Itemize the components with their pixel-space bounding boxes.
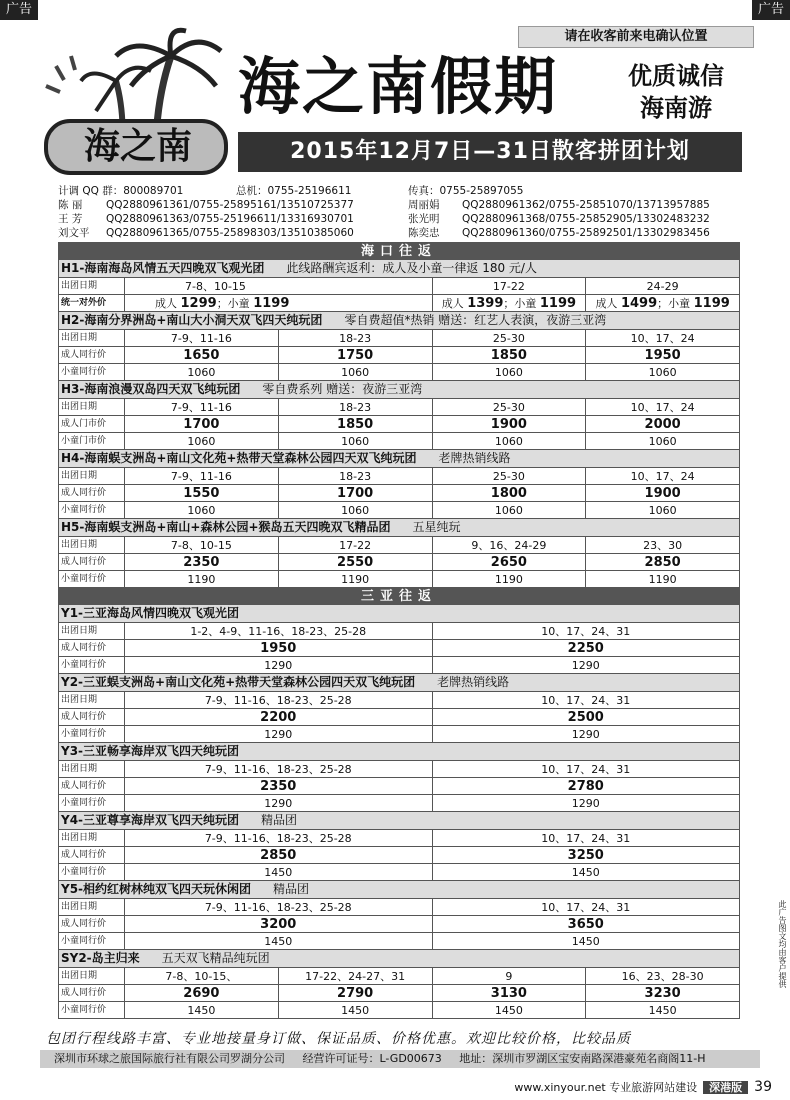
- cell-text: 成人同行价: [59, 554, 125, 571]
- cell-text: 17-22: [278, 537, 432, 554]
- table-row: [59, 623, 740, 640]
- cell-text: 成人同行价: [59, 709, 125, 726]
- table-row: [59, 657, 740, 674]
- slogan-line-2: 海南游: [640, 94, 712, 122]
- table-row: [59, 347, 740, 364]
- cell-text: 2650: [432, 554, 586, 571]
- contact-name: 陈 丽: [58, 199, 83, 211]
- table-row: [59, 502, 740, 519]
- table-row: [59, 726, 740, 743]
- cell-text: 9、16、24-29: [432, 537, 586, 554]
- cell-text: 10、17、24、31: [432, 761, 740, 778]
- table-cell: [59, 605, 740, 623]
- cell-text: 1-2、4-9、11-16、18-23、25-28: [125, 623, 433, 640]
- cell-text: 小童同行价: [59, 726, 125, 743]
- contact-block: [58, 184, 742, 240]
- cell-text: 海口往返: [59, 243, 740, 260]
- route-title-y4: [59, 812, 740, 830]
- cell-text: 出团日期: [59, 899, 125, 916]
- cell-text: 24-29: [586, 278, 740, 295]
- cell-text: 五星纯玩: [412, 520, 461, 534]
- cell-text: 7-9、11-16: [125, 399, 279, 416]
- cell-text: Y2-三亚蜈支洲岛+南山文化苑+热带天堂森林公园四天双飞纯玩团: [61, 675, 416, 689]
- cell-text: 1450: [278, 1002, 432, 1019]
- cell-text: 10、17、24、31: [432, 899, 740, 916]
- cell-text: 1450: [432, 933, 740, 950]
- cell-text: 7-9、11-16: [125, 330, 279, 347]
- cell-text: 2790: [278, 985, 432, 1002]
- cell-text: 小童同行价: [59, 571, 125, 588]
- cell-text: 1800: [432, 485, 586, 502]
- contact-name: 刘文平: [58, 227, 90, 239]
- cell-text: 1060: [432, 364, 586, 381]
- cell-text: 小童门市价: [59, 433, 125, 450]
- contact-row: [58, 184, 742, 198]
- cell-text: H3-海南浪漫双岛四天双飞纯玩团: [61, 382, 241, 396]
- table-row: [59, 985, 740, 1002]
- cell-text: 2850: [586, 554, 740, 571]
- section-sanya: [59, 588, 740, 605]
- table-row: [59, 468, 740, 485]
- cell-text: 3130: [432, 985, 586, 1002]
- cell-text: 成人同行价: [59, 347, 125, 364]
- cell-text: 成人: [441, 296, 464, 310]
- cell-text: 成人同行价: [59, 778, 125, 795]
- contact-fax: 传真：0755-25897055: [408, 185, 524, 197]
- cell-text: 出团日期: [59, 830, 125, 847]
- cell-text: H1-海南海岛风情五天四晚双飞观光团: [61, 261, 265, 275]
- cell-text: 25-30: [432, 399, 586, 416]
- cell-text: 2780: [432, 778, 740, 795]
- contact-qq-group: 计调 QQ 群：800089701: [58, 185, 184, 197]
- cell-text: 2000: [586, 416, 740, 433]
- cell-text: 成人同行价: [59, 640, 125, 657]
- table-row: [59, 433, 740, 450]
- cell-text: 10、17、24: [586, 399, 740, 416]
- plan-title: 2015年12月7日—31日散客拼团计划: [238, 132, 742, 172]
- cell-text: 成人: [155, 296, 177, 310]
- side-disclaimer: 此广告图文均由客户提供: [778, 900, 787, 988]
- cell-text: 老牌热销线路: [437, 675, 510, 689]
- cell-text: 1700: [278, 485, 432, 502]
- cell-text: 1550: [125, 485, 279, 502]
- cell-text: 7-9、11-16: [125, 468, 279, 485]
- cell-text: 1450: [125, 864, 433, 881]
- table-row: [59, 761, 740, 778]
- cell-text: 零自费系列 赠送：夜游三亚湾: [262, 382, 423, 396]
- table-cell: [432, 295, 586, 312]
- cell-text: 17-22: [432, 278, 586, 295]
- price-table: [58, 242, 740, 1019]
- table-row: [59, 295, 740, 312]
- cell-text: 成人同行价: [59, 485, 125, 502]
- table-row: [59, 864, 740, 881]
- cell-text: 1060: [125, 502, 279, 519]
- cell-text: 1060: [125, 433, 279, 450]
- cell-text: 2200: [125, 709, 433, 726]
- ad-tag-left: 广告: [0, 0, 38, 20]
- table-row: [59, 847, 740, 864]
- cell-text: 1450: [125, 1002, 279, 1019]
- table-row: [59, 968, 740, 985]
- cell-text: 小童同行价: [59, 502, 125, 519]
- cell-text: 1060: [432, 502, 586, 519]
- cell-text: 10、17、24、31: [432, 623, 740, 640]
- table-row: [59, 571, 740, 588]
- cell-text: 出团日期: [59, 761, 125, 778]
- table-row: [59, 399, 740, 416]
- cell-text: Y4-三亚尊享海岸双飞四天纯玩团: [61, 813, 240, 827]
- cell-text: 1060: [278, 364, 432, 381]
- cell-text: 1650: [125, 347, 279, 364]
- cell-text: 1499: [620, 295, 658, 311]
- table-cell: [59, 381, 740, 399]
- contact-name: 王 芳: [58, 213, 83, 225]
- table-row: [59, 416, 740, 433]
- cell-text: 小童同行价: [59, 364, 125, 381]
- page-footer: [514, 1078, 772, 1097]
- cell-text: 1900: [432, 416, 586, 433]
- route-title-h5: [59, 519, 740, 537]
- cell-text: 1450: [586, 1002, 740, 1019]
- cell-text: 18-23: [278, 330, 432, 347]
- table-row: [59, 278, 740, 295]
- cell-text: 2250: [432, 640, 740, 657]
- cell-text: 1299: [180, 295, 217, 311]
- cell-text: 18-23: [278, 468, 432, 485]
- table-cell: [59, 950, 740, 968]
- cell-text: ；小童: [657, 296, 691, 310]
- cell-text: 7-9、11-16、18-23、25-28: [125, 830, 433, 847]
- contact-name: 周丽娟: [408, 199, 440, 211]
- cell-text: 出团日期: [59, 399, 125, 416]
- cell-text: 1060: [586, 433, 740, 450]
- cell-text: 18-23: [278, 399, 432, 416]
- cell-text: 1750: [278, 347, 432, 364]
- cell-text: 2500: [432, 709, 740, 726]
- cell-text: H5-海南蜈支洲岛+南山+森林公园+猴岛五天四晚双飞精品团: [61, 520, 391, 534]
- cell-text: Y5-相约红树林纯双飞四天玩休闲团: [61, 882, 252, 896]
- cell-text: 三亚往返: [59, 588, 740, 605]
- slogan: [628, 60, 724, 124]
- table-cell: [59, 674, 740, 692]
- cell-text: 1190: [586, 571, 740, 588]
- table-cell: [59, 260, 740, 278]
- table-row: [59, 364, 740, 381]
- footer-company-bar: [40, 1050, 760, 1068]
- cell-text: 25-30: [432, 468, 586, 485]
- cell-text: 2350: [125, 554, 279, 571]
- contact-info: QQ2880961368/0755-25852905/13302483232: [462, 213, 710, 225]
- cell-text: 1450: [432, 864, 740, 881]
- table-row: [59, 537, 740, 554]
- route-title-sy2: [59, 950, 740, 968]
- table-row: [59, 916, 740, 933]
- footer-company: 深圳市环球之旅国际旅行社有限公司罗湖分公司: [54, 1052, 285, 1065]
- cell-text: 2690: [125, 985, 279, 1002]
- contact-row: [58, 198, 742, 212]
- cell-text: 1060: [278, 502, 432, 519]
- cell-text: 2350: [125, 778, 433, 795]
- cell-text: 1060: [125, 364, 279, 381]
- route-title-y5: [59, 881, 740, 899]
- route-title-y3: [59, 743, 740, 761]
- contact-info: QQ2880961361/0755-25895161/13510725377: [106, 199, 354, 211]
- cell-text: 成人门市价: [59, 416, 125, 433]
- cell-text: 3250: [432, 847, 740, 864]
- cell-text: 2550: [278, 554, 432, 571]
- cell-text: 1060: [278, 433, 432, 450]
- cell-text: 1190: [125, 571, 279, 588]
- table-cell: [59, 312, 740, 330]
- cell-text: 7-9、11-16、18-23、25-28: [125, 692, 433, 709]
- slogan-line-1: 优质诚信: [628, 62, 724, 90]
- contact-name: 陈奕忠: [408, 227, 440, 239]
- cell-text: 出团日期: [59, 537, 125, 554]
- cell-text: 五天双飞精品纯玩团: [161, 951, 270, 965]
- cell-text: 出团日期: [59, 468, 125, 485]
- table-cell: [59, 450, 740, 468]
- cell-text: 1290: [432, 726, 740, 743]
- cell-text: 23、30: [586, 537, 740, 554]
- edition-badge: 深港版: [703, 1081, 748, 1094]
- cell-text: 出团日期: [59, 968, 125, 985]
- route-title-h2: [59, 312, 740, 330]
- table-row: [59, 1002, 740, 1019]
- table-row: [59, 485, 740, 502]
- table-row: [59, 640, 740, 657]
- cell-text: Y1-三亚海岛风情四晚双飞观光团: [61, 606, 240, 620]
- cell-text: 10、17、24: [586, 330, 740, 347]
- cell-text: 小童同行价: [59, 1002, 125, 1019]
- cell-text: 成人同行价: [59, 916, 125, 933]
- cell-text: H4-海南蜈支洲岛+南山文化苑+热带天堂森林公园四天双飞纯玩团: [61, 451, 417, 465]
- cell-text: 3200: [125, 916, 433, 933]
- cell-text: 1290: [432, 795, 740, 812]
- cell-text: 25-30: [432, 330, 586, 347]
- cell-text: 成人同行价: [59, 847, 125, 864]
- cell-text: 1060: [432, 433, 586, 450]
- cell-text: 10、17、24、31: [432, 830, 740, 847]
- contact-info: QQ2880961365/0755-25898303/13510385060: [106, 227, 354, 239]
- table-row: [59, 778, 740, 795]
- cell-text: 小童同行价: [59, 864, 125, 881]
- cell-text: 16、23、28-30: [586, 968, 740, 985]
- route-title-h1: [59, 260, 740, 278]
- cell-text: 精品团: [261, 813, 298, 827]
- cell-text: 1199: [539, 295, 577, 311]
- cell-text: 1290: [125, 726, 433, 743]
- cell-text: 出团日期: [59, 623, 125, 640]
- logo-text: 海之南: [83, 126, 192, 167]
- contact-name: 张光明: [408, 213, 440, 225]
- cell-text: 1850: [432, 347, 586, 364]
- cell-text: 老牌热销线路: [438, 451, 511, 465]
- table-row: [59, 692, 740, 709]
- cell-text: 1950: [586, 347, 740, 364]
- cell-text: ；小童: [503, 296, 537, 310]
- cell-text: H2-海南分界洲岛+南山大小洞天双飞四天纯玩团: [61, 313, 323, 327]
- cell-text: 1190: [278, 571, 432, 588]
- table-row: [59, 330, 740, 347]
- contact-row: [58, 226, 742, 240]
- cell-text: 成人同行价: [59, 985, 125, 1002]
- cell-text: 1290: [125, 795, 433, 812]
- cell-text: 成人: [595, 296, 618, 310]
- cell-text: 1950: [125, 640, 433, 657]
- cell-text: 3650: [432, 916, 740, 933]
- cell-text: 1900: [586, 485, 740, 502]
- cell-text: 小童同行价: [59, 933, 125, 950]
- cell-text: 7-8、10-15、: [125, 968, 279, 985]
- cell-text: 1399: [467, 295, 504, 311]
- route-title-h3: [59, 381, 740, 399]
- cell-text: 17-22、24-27、31: [278, 968, 432, 985]
- table-cell: [59, 881, 740, 899]
- cell-text: 1290: [125, 657, 433, 674]
- table-row: [59, 933, 740, 950]
- table-row: [59, 709, 740, 726]
- cell-text: 此线路酬宾返利：成人及小童一律返 180 元/人: [286, 261, 537, 275]
- cell-text: 出团日期: [59, 330, 125, 347]
- table-row: [59, 899, 740, 916]
- route-title-h4: [59, 450, 740, 468]
- site-link[interactable]: www.xinyour.net 专业旅游网站建设: [514, 1081, 698, 1094]
- cell-text: 3230: [586, 985, 740, 1002]
- confirm-notice: 请在收客前来电确认位置: [518, 26, 754, 48]
- ad-tag-right: 广告: [752, 0, 790, 20]
- page-number: 39: [754, 1079, 772, 1095]
- cell-text: 7-8、10-15: [125, 278, 433, 295]
- cell-text: 1199: [693, 295, 730, 311]
- cell-text: 7-8、10-15: [125, 537, 279, 554]
- cell-text: Y3-三亚畅享海岸双飞四天纯玩团: [61, 744, 240, 758]
- contact-row: [58, 212, 742, 226]
- cell-text: 10、17、24: [586, 468, 740, 485]
- table-row: [59, 795, 740, 812]
- table-row: [59, 830, 740, 847]
- cell-text: 1199: [253, 295, 290, 311]
- cell-text: 7-9、11-16、18-23、25-28: [125, 761, 433, 778]
- contact-info: QQ2880961363/0755-25196611/13316930701: [106, 213, 354, 225]
- cell-text: 1060: [586, 364, 740, 381]
- table-cell: [125, 295, 433, 312]
- cell-text: 1060: [586, 502, 740, 519]
- table-cell: [586, 295, 740, 312]
- cell-text: 小童同行价: [59, 657, 125, 674]
- cell-text: SY2-岛主归来: [61, 951, 140, 965]
- cell-text: 出团日期: [59, 692, 125, 709]
- cell-text: 2850: [125, 847, 433, 864]
- contact-info: QQ2880961362/0755-25851070/13713957885: [462, 199, 710, 211]
- table-cell: [59, 812, 740, 830]
- brand-title: 海之南假期: [238, 50, 559, 123]
- cell-text: 1190: [432, 571, 586, 588]
- section-haikou: [59, 243, 740, 260]
- cell-text: 9: [432, 968, 586, 985]
- footer-slogan: 包团行程线路丰富、专业地接量身订做、保证品质、价格优惠。欢迎比较价格，比较品质: [46, 1031, 631, 1047]
- cell-text: ；小童: [216, 296, 250, 310]
- table-cell: [59, 519, 740, 537]
- table-row: [59, 554, 740, 571]
- logo: [36, 26, 236, 176]
- cell-text: 7-9、11-16、18-23、25-28: [125, 899, 433, 916]
- cell-text: 1850: [278, 416, 432, 433]
- cell-text: 1290: [432, 657, 740, 674]
- cell-text: 1450: [125, 933, 433, 950]
- cell-text: 统一对外价: [59, 295, 125, 312]
- cell-text: 精品团: [273, 882, 310, 896]
- cell-text: 零自费超值*热销 赠送：红艺人表演，夜游三亚湾: [344, 313, 607, 327]
- cell-text: 小童同行价: [59, 795, 125, 812]
- cell-text: 1700: [125, 416, 279, 433]
- route-title-y1: [59, 605, 740, 623]
- cell-text: 1450: [432, 1002, 586, 1019]
- cell-text: 10、17、24、31: [432, 692, 740, 709]
- footer-address: 地址：深圳市罗湖区宝安南路深港豪苑名商阁11-H: [459, 1052, 706, 1065]
- route-title-y2: [59, 674, 740, 692]
- table-cell: [59, 743, 740, 761]
- contact-info: QQ2880961360/0755-25892501/13302983456: [462, 227, 710, 239]
- price-table-wrap: [58, 242, 740, 1019]
- footer-license: 经营许可证号：L-GD00673: [302, 1052, 442, 1065]
- contact-phone: 总机：0755-25196611: [236, 185, 352, 197]
- cell-text: 出团日期: [59, 278, 125, 295]
